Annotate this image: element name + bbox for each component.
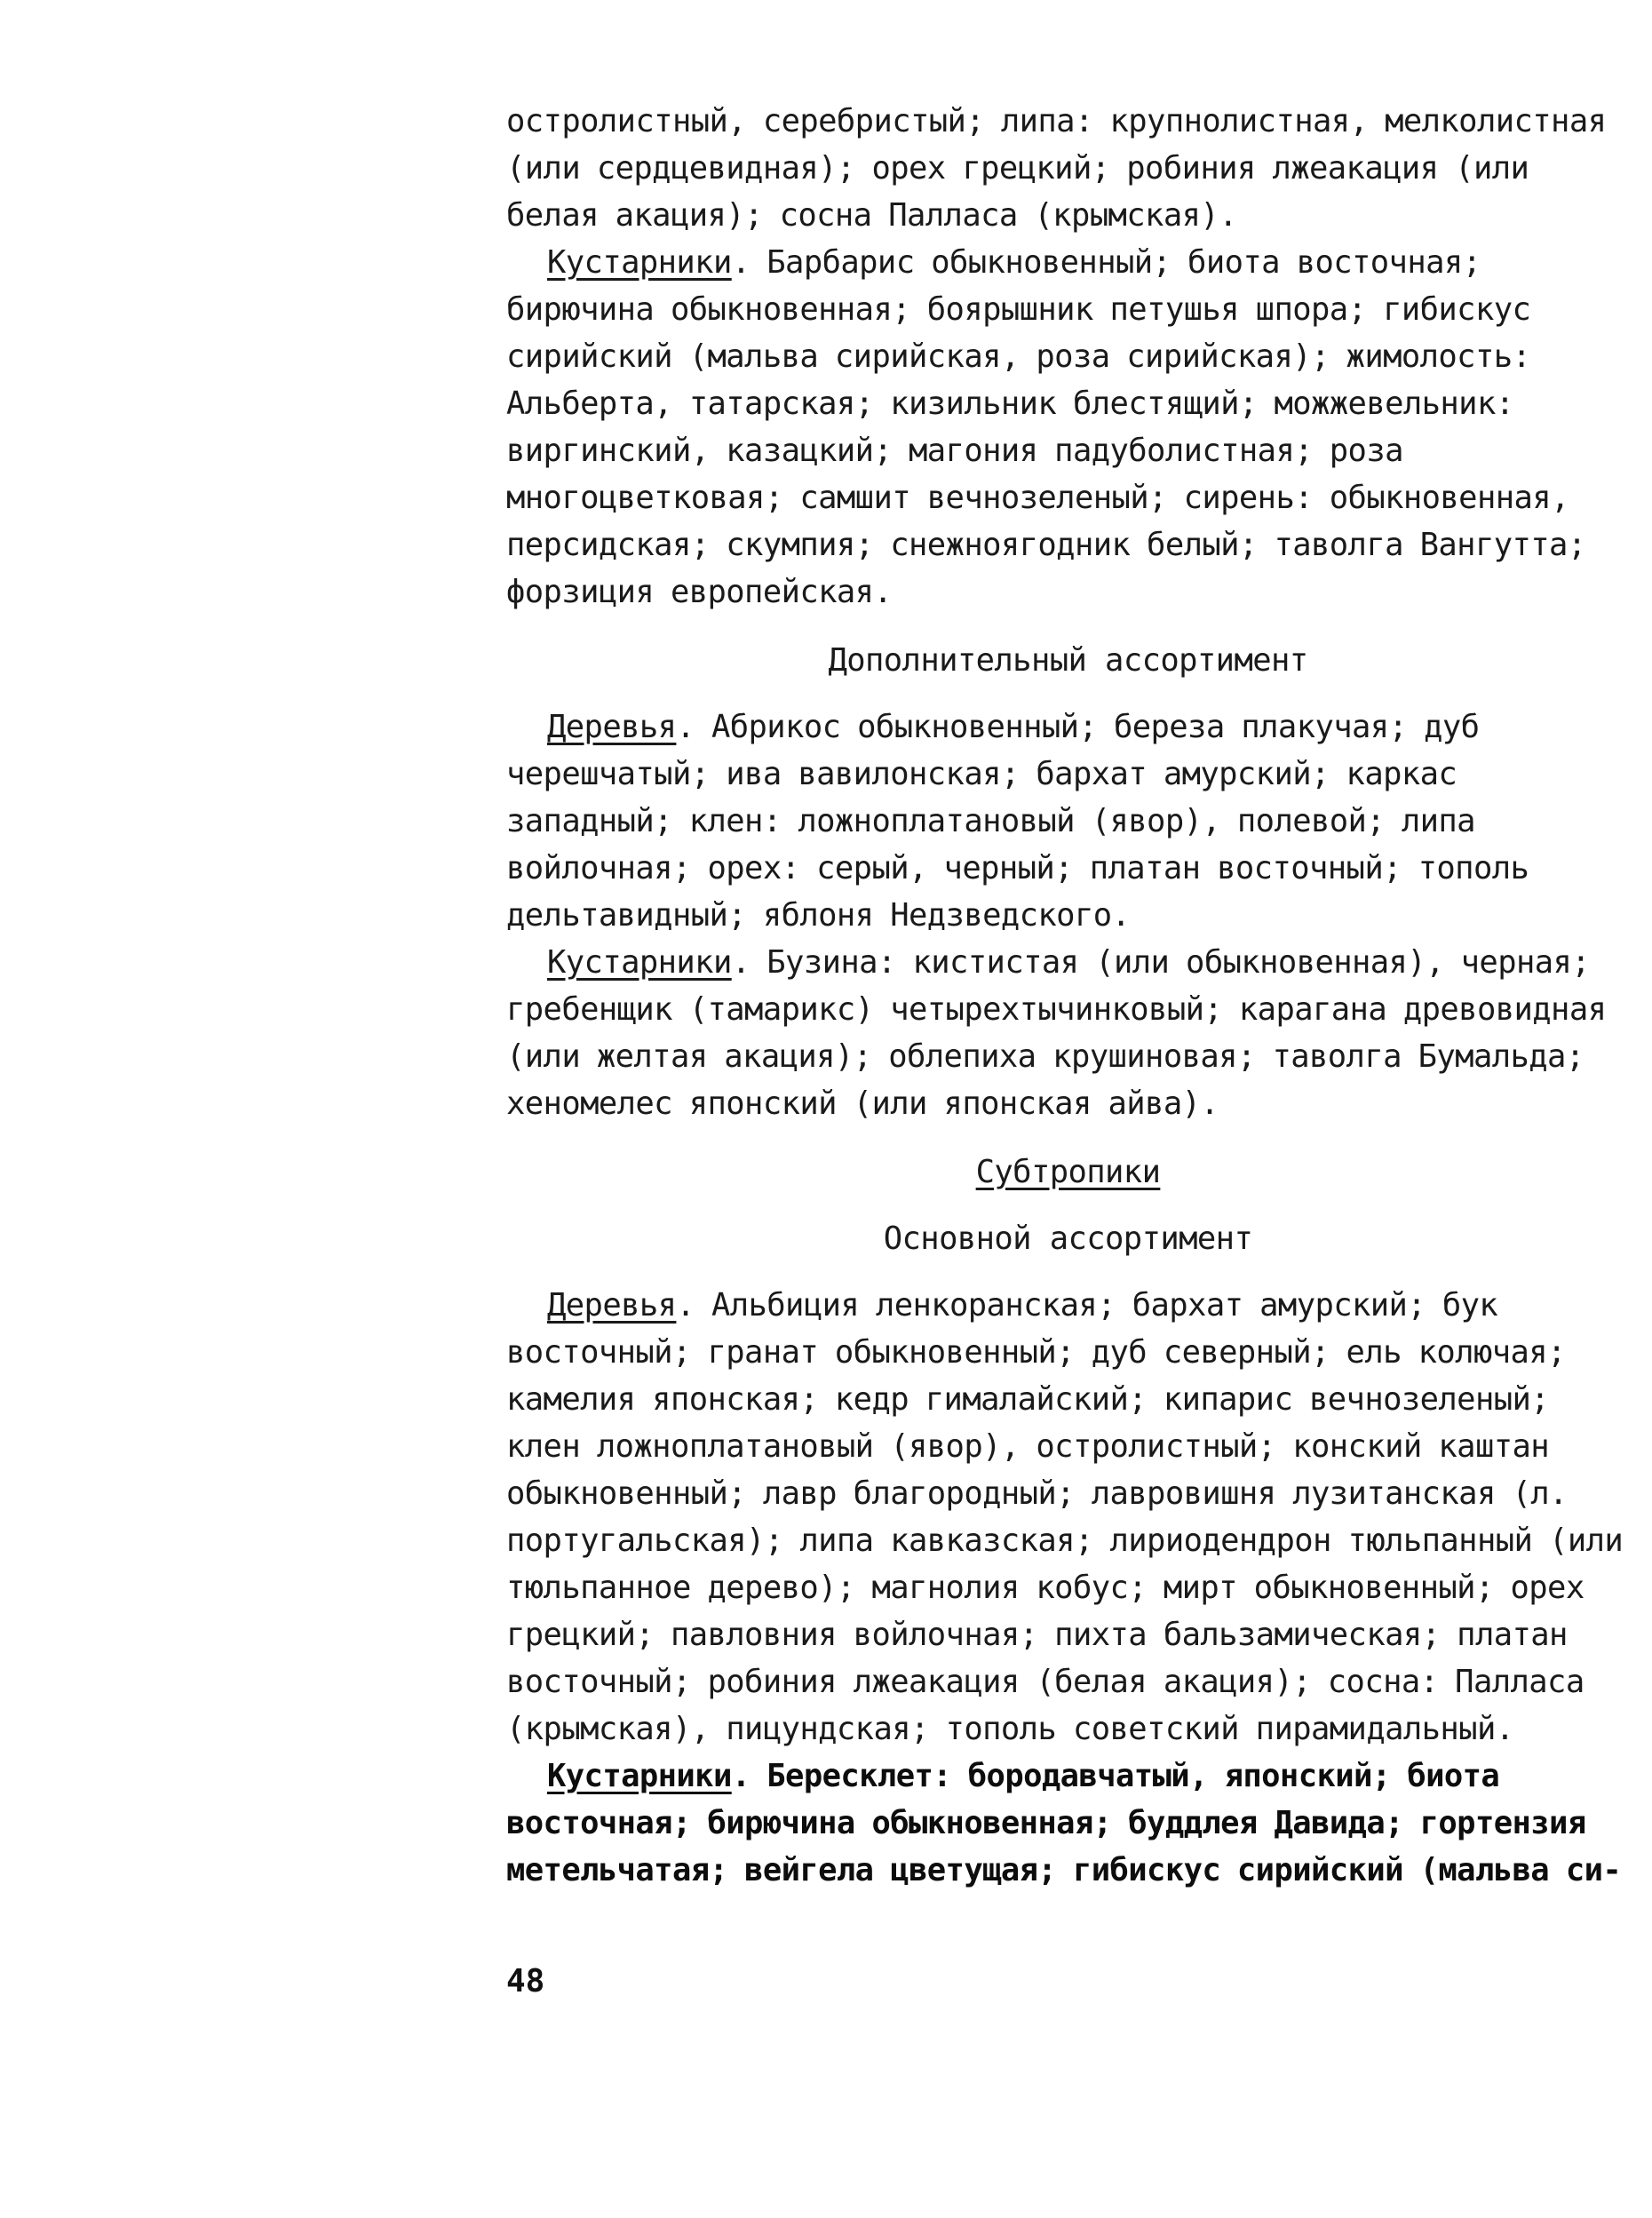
- paragraph-shrubs-subtropics: [506, 1753, 1630, 1894]
- heading-text: Субтропики: [975, 1154, 1161, 1190]
- paragraph-lead: Кустарники: [547, 1758, 732, 1794]
- section-heading-main-assortment: Основной ассортимент: [883, 1220, 1253, 1257]
- paragraph-lead: Кустарники: [547, 244, 732, 281]
- page-number: 48: [506, 1963, 545, 1999]
- paragraph-text: остролистный, серебристый; липа: крупнолистная, мелколистная (или сердцевидная); орех грецкий; робиния лжеакация (или белая акация); сосна Палласа (крымская).: [506, 103, 1607, 234]
- paragraph-text: . Абрикос обыкновенный; береза плакучая; дуб черешчатый; ива вавилонская; бархат амурский; каркас западный; клен: ложноплатановый (явор), полевой; липа войлочная; орех: серый, черный; платан восточный; тополь дельтавидный; яблоня Недзведского.: [506, 709, 1529, 934]
- paragraph-continued: [506, 98, 1630, 239]
- paragraph-text: . Бересклет: бородавчатый, японский; биота восточная; бирючина обыкновенная; буддлея Давида; гортензия метельчатая; вейгела цветущая; гибискус сирийский (мальва си-: [506, 1758, 1622, 1888]
- paragraph-shrubs-additional: [506, 939, 1630, 1127]
- paragraph-lead: Деревья: [547, 1287, 677, 1324]
- paragraph-text: . Бузина: кистистая (или обыкновенная), черная; гребенщик (тамарикс) четырехтычинковый; карагана древовидная (или желтая акация); облепиха крушиновая; таволга Бумальда; хеномелес японский (или японская айва).: [506, 944, 1607, 1122]
- paragraph-shrubs-main: [506, 239, 1630, 616]
- paragraph-trees-additional: [506, 704, 1630, 939]
- paragraph-lead: Деревья: [547, 709, 677, 745]
- paragraph-trees-subtropics: [506, 1282, 1630, 1753]
- section-heading-additional: Дополнительный ассортимент: [828, 642, 1308, 679]
- paragraph-text: . Барбарис обыкновенный; биота восточная; бирючина обыкновенная; боярышник петушья шпора; гибискус сирийский (мальва сирийская, роза сирийская); жимолость: Альберта, татарская; кизильник блестящий; можжевельник: виргинский, казацкий; магония падуболистная; роза многоцветковая; самшит вечнозеленый; сирень: обыкновенная, персидская; скумпия; снежноягодник белый; таволга Вангутта; форзиция европейская.: [506, 244, 1586, 610]
- paragraph-text: . Альбиция ленкоранская; бархат амурский; бук восточный; гранат обыкновенный; дуб северный; ель колючая; камелия японская; кедр гималайский; кипарис вечнозеленый; клен ложноплатановый (явор), остролистный; конский каштан обыкновенный; лавр благородный; лавровишня лузитанская (л. португальская); липа кавказская; лириодендрон тюльпанный (или тюльпанное дерево); магнолия кобус; мирт обыкновенный; орех грецкий; павловния войлочная; пихта бальзамическая; платан восточный; робиния лжеакация (белая акация); сосна: Палласа (крымская), пицундская; тополь советский пирамидальный.: [506, 1287, 1624, 1747]
- page-body: [506, 98, 1630, 1894]
- section-heading-subtropics: [506, 1149, 1630, 1196]
- paragraph-lead: Кустарники: [547, 944, 732, 981]
